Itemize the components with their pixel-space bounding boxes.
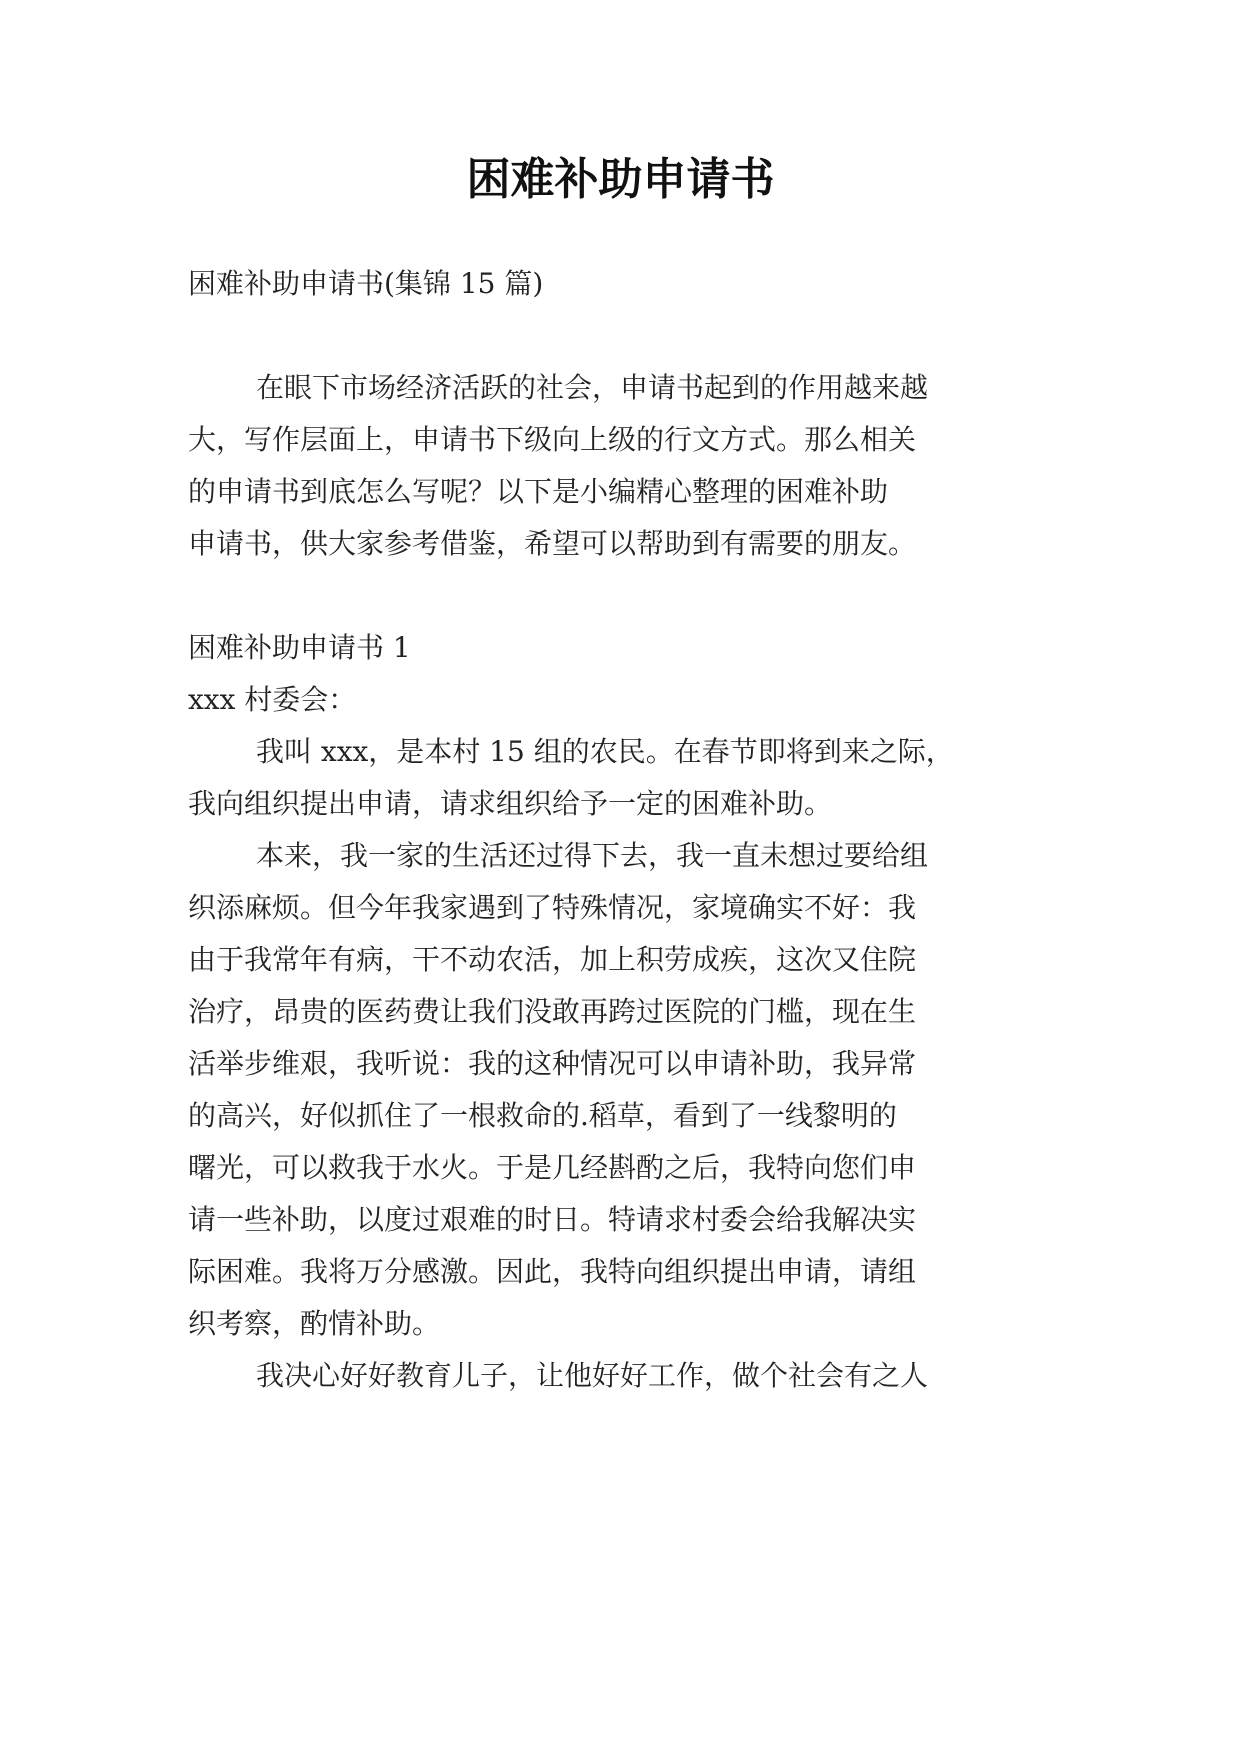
paragraph-line: 织添麻烦。但今年我家遇到了特殊情况，家境确实不好：我 — [188, 891, 917, 924]
paragraph-line: 本来，我一家的生活还过得下去，我一直未想过要给组 — [256, 839, 929, 872]
paragraph-line: 的高兴，好似抓住了一根救命的.稻草，看到了一线黎明的 — [188, 1099, 897, 1132]
paragraph-line: 我叫 xxx，是本村 15 组的农民。在春节即将到来之际， — [256, 735, 954, 768]
paragraph-line: 治疗，昂贵的医药费让我们没敢再跨过医院的门槛，现在生 — [188, 995, 917, 1028]
intro-line: 大，写作层面上，申请书下级向上级的行文方式。那么相关 — [188, 423, 917, 456]
paragraph-line: 织考察，酌情补助。 — [188, 1307, 441, 1340]
intro-line: 的申请书到底怎么写呢？以下是小编精心整理的困难补助 — [188, 475, 889, 508]
paragraph-line: 我向组织提出申请，请求组织给予一定的困难补助。 — [188, 787, 833, 820]
paragraph-line: 际困难。我将万分感激。因此，我特向组织提出申请，请组 — [188, 1255, 917, 1288]
paragraph-line: 由于我常年有病，干不动农活，加上积劳成疾，这次又住院 — [188, 943, 917, 976]
salutation: xxx 村委会： — [188, 683, 357, 716]
intro-line: 在眼下市场经济活跃的社会，申请书起到的作用越来越 — [256, 371, 929, 404]
paragraph-line: 活举步维艰，我听说：我的这种情况可以申请补助，我异常 — [188, 1047, 917, 1080]
page-title: 困难补助申请书 — [466, 154, 775, 205]
paragraph-line: 我决心好好教育儿子，让他好好工作，做个社会有之人 — [256, 1359, 929, 1392]
paragraph-line: 曙光，可以救我于水火。于是几经斟酌之后，我特向您们申 — [188, 1151, 917, 1184]
intro-line: 申请书，供大家参考借鉴，希望可以帮助到有需要的朋友。 — [188, 527, 917, 560]
section-heading: 困难补助申请书 1 — [188, 631, 411, 664]
subtitle: 困难补助申请书(集锦 15 篇) — [188, 267, 544, 300]
paragraph-line: 请一些补助，以度过艰难的时日。特请求村委会给我解决实 — [188, 1203, 917, 1236]
